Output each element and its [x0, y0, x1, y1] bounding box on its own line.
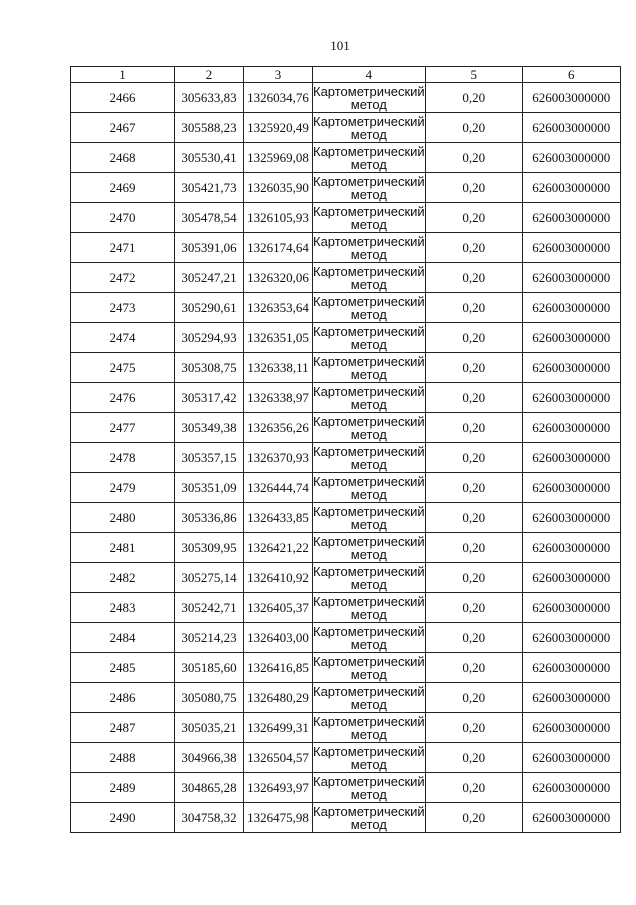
table-row — [71, 143, 621, 173]
point-number-cell: 2466 — [71, 83, 175, 113]
method-line-2: метод — [350, 636, 387, 652]
x-coordinate-cell: 304966,38 — [175, 743, 244, 773]
y-coordinate-cell: 1326504,57 — [244, 743, 313, 773]
method-line-1: Картометрический — [313, 263, 425, 279]
method-line-2: метод — [350, 156, 387, 172]
method-line-1: Картометрический — [313, 293, 425, 309]
table-row — [71, 653, 621, 683]
y-coordinate-cell: 1326338,11 — [244, 353, 313, 383]
accuracy-cell: 0,20 — [425, 323, 522, 353]
accuracy-cell: 0,20 — [425, 233, 522, 263]
point-number-cell: 2469 — [71, 173, 175, 203]
point-number-cell: 2490 — [71, 803, 175, 833]
header-col-2: 2 — [175, 67, 244, 83]
accuracy-cell: 0,20 — [425, 503, 522, 533]
table-row — [71, 443, 621, 473]
code-cell: 626003000000 — [522, 503, 620, 533]
code-cell: 626003000000 — [522, 323, 620, 353]
table-row — [71, 413, 621, 443]
accuracy-cell: 0,20 — [425, 113, 522, 143]
accuracy-cell: 0,20 — [425, 533, 522, 563]
table-row — [71, 803, 621, 833]
method-line-1: Картометрический — [313, 743, 425, 759]
code-cell: 626003000000 — [522, 413, 620, 443]
point-number-cell: 2473 — [71, 293, 175, 323]
table-row — [71, 563, 621, 593]
method-line-2: метод — [350, 96, 387, 112]
method-cell — [313, 653, 426, 683]
accuracy-cell: 0,20 — [425, 173, 522, 203]
code-cell: 626003000000 — [522, 683, 620, 713]
method-cell — [313, 743, 426, 773]
method-line-1: Картометрический — [313, 593, 425, 609]
code-cell: 626003000000 — [522, 293, 620, 323]
code-cell: 626003000000 — [522, 83, 620, 113]
y-coordinate-cell: 1326421,22 — [244, 533, 313, 563]
x-coordinate-cell: 305035,21 — [175, 713, 244, 743]
x-coordinate-cell: 305317,42 — [175, 383, 244, 413]
y-coordinate-cell: 1326351,05 — [244, 323, 313, 353]
x-coordinate-cell: 305530,41 — [175, 143, 244, 173]
accuracy-cell: 0,20 — [425, 293, 522, 323]
method-line-2: метод — [350, 546, 387, 562]
code-cell: 626003000000 — [522, 653, 620, 683]
method-cell — [313, 773, 426, 803]
accuracy-cell: 0,20 — [425, 83, 522, 113]
method-line-2: метод — [350, 456, 387, 472]
method-line-2: метод — [350, 816, 387, 832]
method-cell — [313, 533, 426, 563]
table-row — [71, 593, 621, 623]
table-row — [71, 383, 621, 413]
accuracy-cell: 0,20 — [425, 143, 522, 173]
method-cell — [313, 713, 426, 743]
x-coordinate-cell: 304865,28 — [175, 773, 244, 803]
code-cell: 626003000000 — [522, 563, 620, 593]
code-cell: 626003000000 — [522, 383, 620, 413]
y-coordinate-cell: 1326034,76 — [244, 83, 313, 113]
y-coordinate-cell: 1326405,37 — [244, 593, 313, 623]
method-cell — [313, 83, 426, 113]
point-number-cell: 2472 — [71, 263, 175, 293]
table-row — [71, 353, 621, 383]
method-line-1: Картометрический — [313, 443, 425, 459]
method-line-1: Картометрический — [313, 353, 425, 369]
table-row — [71, 713, 621, 743]
method-line-2: метод — [350, 576, 387, 592]
x-coordinate-cell: 305308,75 — [175, 353, 244, 383]
code-cell: 626003000000 — [522, 593, 620, 623]
method-cell — [313, 623, 426, 653]
point-number-cell: 2476 — [71, 383, 175, 413]
y-coordinate-cell: 1326356,26 — [244, 413, 313, 443]
point-number-cell: 2471 — [71, 233, 175, 263]
method-cell — [313, 173, 426, 203]
code-cell: 626003000000 — [522, 713, 620, 743]
table-row — [71, 623, 621, 653]
x-coordinate-cell: 305336,86 — [175, 503, 244, 533]
accuracy-cell: 0,20 — [425, 593, 522, 623]
accuracy-cell: 0,20 — [425, 203, 522, 233]
accuracy-cell: 0,20 — [425, 623, 522, 653]
accuracy-cell: 0,20 — [425, 383, 522, 413]
method-line-1: Картометрический — [313, 773, 425, 789]
method-cell — [313, 203, 426, 233]
table-row — [71, 323, 621, 353]
y-coordinate-cell: 1326105,93 — [244, 203, 313, 233]
point-number-cell: 2479 — [71, 473, 175, 503]
accuracy-cell: 0,20 — [425, 683, 522, 713]
method-line-2: метод — [350, 246, 387, 262]
point-number-cell: 2488 — [71, 743, 175, 773]
accuracy-cell: 0,20 — [425, 773, 522, 803]
code-cell: 626003000000 — [522, 233, 620, 263]
table-row — [71, 203, 621, 233]
x-coordinate-cell: 305275,14 — [175, 563, 244, 593]
point-number-cell: 2482 — [71, 563, 175, 593]
method-line-1: Картометрический — [313, 113, 425, 129]
method-cell — [313, 293, 426, 323]
method-line-1: Картометрический — [313, 533, 425, 549]
y-coordinate-cell: 1326475,98 — [244, 803, 313, 833]
method-line-2: метод — [350, 366, 387, 382]
x-coordinate-cell: 305351,09 — [175, 473, 244, 503]
x-coordinate-cell: 305247,21 — [175, 263, 244, 293]
code-cell: 626003000000 — [522, 473, 620, 503]
code-cell: 626003000000 — [522, 773, 620, 803]
accuracy-cell: 0,20 — [425, 443, 522, 473]
table-row — [71, 113, 621, 143]
method-line-1: Картометрический — [313, 173, 425, 189]
x-coordinate-cell: 305080,75 — [175, 683, 244, 713]
point-number-cell: 2468 — [71, 143, 175, 173]
point-number-cell: 2478 — [71, 443, 175, 473]
y-coordinate-cell: 1326403,00 — [244, 623, 313, 653]
table-header-row — [71, 67, 621, 83]
method-line-1: Картометрический — [313, 143, 425, 159]
header-col-6: 6 — [522, 67, 620, 83]
page-number: 101 — [330, 38, 350, 53]
method-line-2: метод — [350, 516, 387, 532]
accuracy-cell: 0,20 — [425, 563, 522, 593]
point-number-cell: 2486 — [71, 683, 175, 713]
point-number-cell: 2474 — [71, 323, 175, 353]
header-col-5: 5 — [425, 67, 522, 83]
y-coordinate-cell: 1326410,92 — [244, 563, 313, 593]
method-cell — [313, 503, 426, 533]
method-line-2: метод — [350, 426, 387, 442]
accuracy-cell: 0,20 — [425, 743, 522, 773]
table-row — [71, 233, 621, 263]
y-coordinate-cell: 1326499,31 — [244, 713, 313, 743]
header-col-4: 4 — [313, 67, 426, 83]
code-cell: 626003000000 — [522, 743, 620, 773]
table-row — [71, 533, 621, 563]
x-coordinate-cell: 305633,83 — [175, 83, 244, 113]
method-line-2: метод — [350, 786, 387, 802]
x-coordinate-cell: 305349,38 — [175, 413, 244, 443]
table-row — [71, 473, 621, 503]
method-cell — [313, 443, 426, 473]
point-number-cell: 2489 — [71, 773, 175, 803]
y-coordinate-cell: 1326174,64 — [244, 233, 313, 263]
accuracy-cell: 0,20 — [425, 353, 522, 383]
code-cell: 626003000000 — [522, 353, 620, 383]
table-row — [71, 293, 621, 323]
point-number-cell: 2484 — [71, 623, 175, 653]
x-coordinate-cell: 305185,60 — [175, 653, 244, 683]
x-coordinate-cell: 305421,73 — [175, 173, 244, 203]
point-number-cell: 2487 — [71, 713, 175, 743]
code-cell: 626003000000 — [522, 143, 620, 173]
method-line-2: метод — [350, 396, 387, 412]
point-number-cell: 2475 — [71, 353, 175, 383]
y-coordinate-cell: 1326320,06 — [244, 263, 313, 293]
method-cell — [313, 413, 426, 443]
code-cell: 626003000000 — [522, 803, 620, 833]
table-row — [71, 773, 621, 803]
coordinates-table — [70, 66, 621, 833]
method-cell — [313, 383, 426, 413]
method-line-2: метод — [350, 696, 387, 712]
y-coordinate-cell: 1325920,49 — [244, 113, 313, 143]
method-line-2: метод — [350, 276, 387, 292]
method-cell — [313, 263, 426, 293]
method-line-1: Картометрический — [313, 653, 425, 669]
method-cell — [313, 143, 426, 173]
method-line-2: метод — [350, 606, 387, 622]
code-cell: 626003000000 — [522, 263, 620, 293]
method-line-1: Картометрический — [313, 563, 425, 579]
point-number-cell: 2470 — [71, 203, 175, 233]
method-line-1: Картометрический — [313, 623, 425, 639]
method-line-2: метод — [350, 666, 387, 682]
point-number-cell: 2480 — [71, 503, 175, 533]
method-line-2: метод — [350, 126, 387, 142]
method-line-1: Картометрический — [313, 413, 425, 429]
x-coordinate-cell: 305242,71 — [175, 593, 244, 623]
table-row — [71, 263, 621, 293]
y-coordinate-cell: 1326493,97 — [244, 773, 313, 803]
x-coordinate-cell: 305214,23 — [175, 623, 244, 653]
table-body — [71, 83, 621, 833]
table-row — [71, 683, 621, 713]
x-coordinate-cell: 305391,06 — [175, 233, 244, 263]
method-line-1: Картометрический — [313, 803, 425, 819]
method-line-1: Картометрический — [313, 503, 425, 519]
code-cell: 626003000000 — [522, 173, 620, 203]
x-coordinate-cell: 305290,61 — [175, 293, 244, 323]
table-row — [71, 83, 621, 113]
table-row — [71, 503, 621, 533]
accuracy-cell: 0,20 — [425, 713, 522, 743]
method-line-2: метод — [350, 336, 387, 352]
method-cell — [313, 323, 426, 353]
point-number-cell: 2483 — [71, 593, 175, 623]
method-line-1: Картометрический — [313, 683, 425, 699]
method-line-1: Картометрический — [313, 323, 425, 339]
x-coordinate-cell: 304758,32 — [175, 803, 244, 833]
y-coordinate-cell: 1326416,85 — [244, 653, 313, 683]
y-coordinate-cell: 1326338,97 — [244, 383, 313, 413]
x-coordinate-cell: 305357,15 — [175, 443, 244, 473]
code-cell: 626003000000 — [522, 203, 620, 233]
y-coordinate-cell: 1325969,08 — [244, 143, 313, 173]
method-line-2: метод — [350, 306, 387, 322]
method-cell — [313, 563, 426, 593]
method-cell — [313, 683, 426, 713]
code-cell: 626003000000 — [522, 443, 620, 473]
method-cell — [313, 233, 426, 263]
point-number-cell: 2485 — [71, 653, 175, 683]
accuracy-cell: 0,20 — [425, 803, 522, 833]
method-line-2: метод — [350, 486, 387, 502]
method-line-2: метод — [350, 216, 387, 232]
method-line-1: Картометрический — [313, 473, 425, 489]
y-coordinate-cell: 1326480,29 — [244, 683, 313, 713]
method-cell — [313, 593, 426, 623]
method-line-2: метод — [350, 726, 387, 742]
x-coordinate-cell: 305309,95 — [175, 533, 244, 563]
method-cell — [313, 353, 426, 383]
x-coordinate-cell: 305478,54 — [175, 203, 244, 233]
y-coordinate-cell: 1326353,64 — [244, 293, 313, 323]
code-cell: 626003000000 — [522, 533, 620, 563]
point-number-cell: 2481 — [71, 533, 175, 563]
method-line-1: Картометрический — [313, 83, 425, 99]
method-line-1: Картометрический — [313, 233, 425, 249]
method-cell — [313, 803, 426, 833]
accuracy-cell: 0,20 — [425, 473, 522, 503]
code-cell: 626003000000 — [522, 113, 620, 143]
table-row — [71, 743, 621, 773]
method-line-1: Картометрический — [313, 203, 425, 219]
accuracy-cell: 0,20 — [425, 413, 522, 443]
method-cell — [313, 473, 426, 503]
y-coordinate-cell: 1326035,90 — [244, 173, 313, 203]
method-cell — [313, 113, 426, 143]
y-coordinate-cell: 1326433,85 — [244, 503, 313, 533]
point-number-cell: 2467 — [71, 113, 175, 143]
header-col-3: 3 — [244, 67, 313, 83]
accuracy-cell: 0,20 — [425, 263, 522, 293]
method-line-1: Картометрический — [313, 713, 425, 729]
x-coordinate-cell: 305294,93 — [175, 323, 244, 353]
method-line-2: метод — [350, 186, 387, 202]
point-number-cell: 2477 — [71, 413, 175, 443]
y-coordinate-cell: 1326444,74 — [244, 473, 313, 503]
accuracy-cell: 0,20 — [425, 653, 522, 683]
table-row — [71, 173, 621, 203]
method-line-1: Картометрический — [313, 383, 425, 399]
method-line-2: метод — [350, 756, 387, 772]
code-cell: 626003000000 — [522, 623, 620, 653]
header-col-1: 1 — [71, 67, 175, 83]
x-coordinate-cell: 305588,23 — [175, 113, 244, 143]
y-coordinate-cell: 1326370,93 — [244, 443, 313, 473]
